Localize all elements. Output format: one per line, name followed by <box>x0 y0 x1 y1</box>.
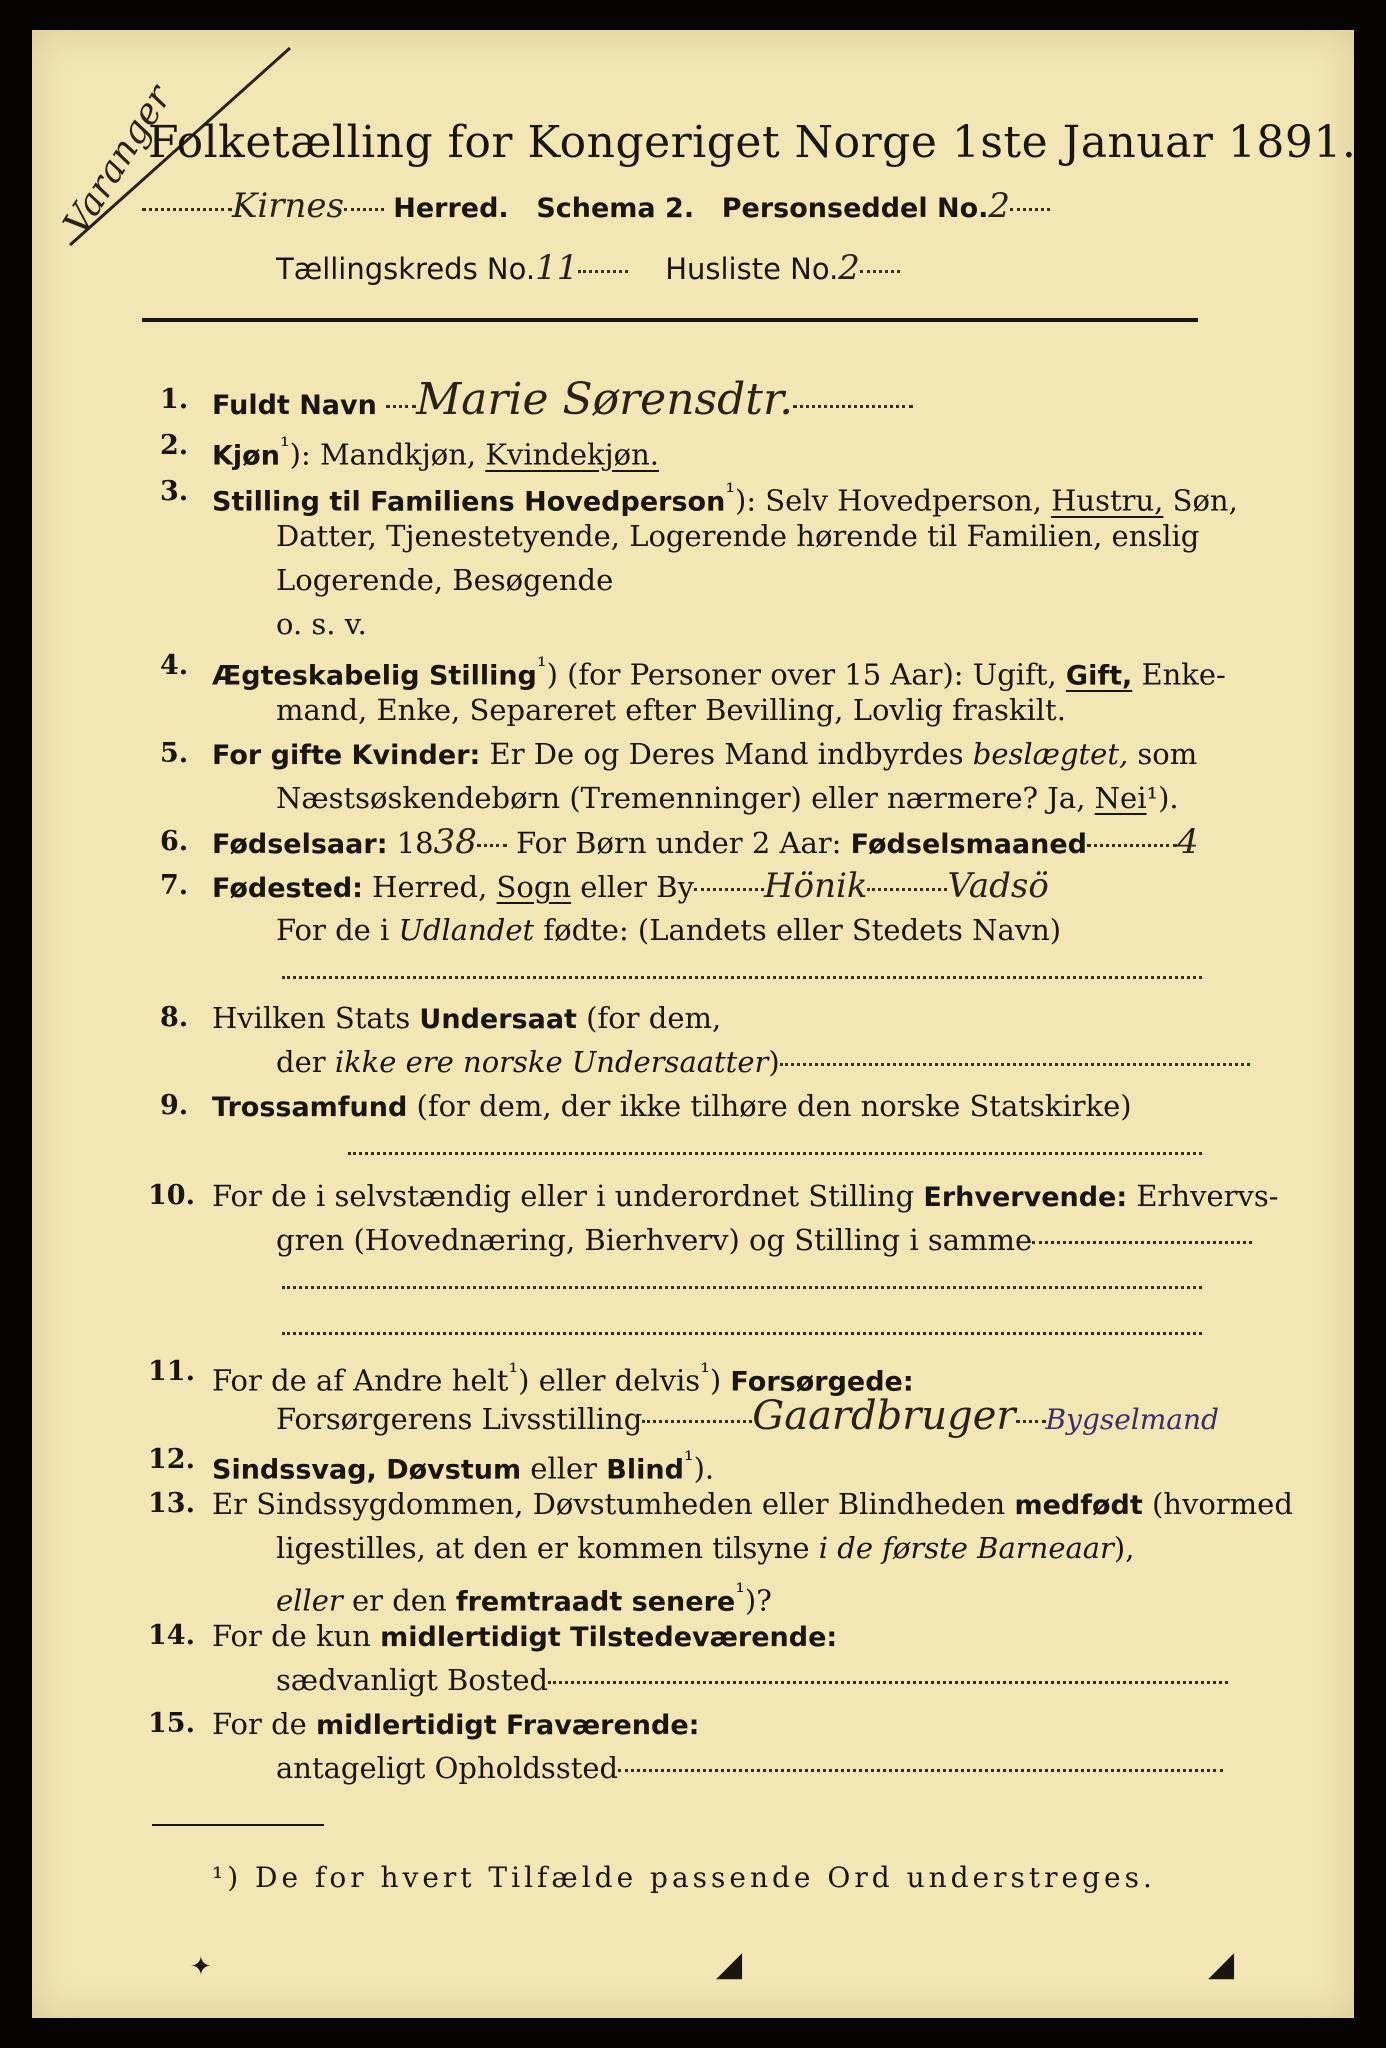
q1-line <box>212 374 913 425</box>
q13-line2 <box>276 1530 1134 1566</box>
q7-text-b: eller By <box>571 870 694 904</box>
q12-label2: Blind <box>606 1454 684 1486</box>
q10-line1 <box>212 1178 1279 1216</box>
q10-text-a: For de i selvstændig eller i underordnet Stilling <box>212 1179 924 1213</box>
q3-sup: ¹ <box>725 478 735 506</box>
q4-text-a: ) (for Personer over 15 Aar): Ugift, <box>546 657 1066 692</box>
q6-text: For Børn under 2 Aar: <box>516 826 851 860</box>
kreds-label: Tællingskreds No. <box>276 252 536 286</box>
q7-number: 7. <box>160 870 189 901</box>
q4-line2: mand, Enke, Separeret efter Bevilling, Lovlig fraskilt. <box>276 693 1066 727</box>
q9-label: Trossamfund <box>212 1092 408 1123</box>
q15-text-a: For de <box>212 1707 317 1741</box>
q14-label: midlertidigt Tilstedeværende: <box>380 1622 838 1653</box>
q4-label: Ægteskabelig Stilling <box>212 660 537 692</box>
q8-line2-it: ikke ere norske Undersaatter <box>334 1045 769 1079</box>
q2-underlined: Kvindekjøn. <box>485 437 659 472</box>
q14-line2-text: sædvanligt Bosted <box>276 1663 549 1697</box>
q6-number: 6. <box>160 826 189 857</box>
q10-line2-text: gren (Hovednæring, Bierhverv) og Stilling i samme <box>276 1223 1033 1257</box>
q13-line2-it: i de første Barneaar <box>818 1531 1114 1565</box>
personseddel-label: Personseddel No. <box>721 193 989 224</box>
q2-line <box>212 428 659 475</box>
q11-line2 <box>276 1393 1219 1439</box>
q15-line2 <box>276 1750 1223 1786</box>
q13-text-a: Er Sindssygdommen, Døvstumheden eller Blindheden <box>212 1487 1015 1521</box>
q15-line2-text: antageligt Opholdssted <box>276 1751 619 1785</box>
q10-line2 <box>276 1222 1252 1258</box>
q10-text-b: Erhvervs- <box>1127 1179 1279 1213</box>
q10-number: 10. <box>148 1180 195 1211</box>
q6-value2: 4 <box>1177 822 1199 862</box>
q6-line <box>212 824 1199 863</box>
q13-number: 13. <box>148 1488 195 1519</box>
q4-line1 <box>212 648 1226 695</box>
q5-line2-a: Næstsøskendebørn (Tremenninger) eller nærmere? Ja, <box>276 781 1095 815</box>
q11-number: 11. <box>148 1356 195 1387</box>
q12-text-a: eller <box>521 1451 607 1486</box>
q7-underlined: Sogn <box>496 870 572 904</box>
q6-year-prefix: 18 <box>387 826 434 860</box>
herred-value: Kirnes <box>232 186 344 226</box>
q12-sup: ¹ <box>683 1446 694 1474</box>
q5-text-a: Er De og Deres Mand indbyrdes <box>480 737 973 771</box>
q3-line3: Logerende, Besøgende <box>276 563 614 597</box>
q4-text-b: Enke- <box>1132 657 1226 692</box>
q3-line4: o. s. v. <box>276 607 367 641</box>
q8-line2-a: der <box>276 1045 335 1079</box>
q3-line1 <box>212 474 1238 521</box>
q11-sup2: ¹ <box>700 1358 710 1386</box>
q12-number: 12. <box>148 1444 195 1475</box>
q11-text-c: ) <box>709 1363 731 1398</box>
margin-note: Varanger <box>56 78 180 243</box>
q13-line2-a: ligestilles, at den er kommen tilsyne <box>276 1531 819 1565</box>
q5-line2-ul: Nei <box>1094 781 1147 815</box>
q11-sup1: ¹ <box>508 1358 519 1386</box>
q7-value2: Vadsö <box>947 866 1049 906</box>
q5-label: For gifte Kvinder: <box>212 740 481 771</box>
q10-label: Erhvervende: <box>923 1182 1128 1213</box>
q13-line2-b: ), <box>1113 1531 1135 1565</box>
q13-line3 <box>276 1574 772 1621</box>
print-mark-right: ◢ <box>1208 1944 1235 1984</box>
q5-line1 <box>212 736 1197 774</box>
q5-line2 <box>276 780 1179 816</box>
q14-line2 <box>276 1662 1228 1698</box>
q1-value: Marie Sørensdtr. <box>416 374 794 425</box>
q7-text-a: Herred, <box>362 870 497 904</box>
q13-text-b: (hvormed <box>1142 1487 1293 1521</box>
q10-answer-rule2 <box>282 1332 1202 1335</box>
q9-number: 9. <box>160 1090 189 1121</box>
q14-number: 14. <box>148 1620 195 1651</box>
q3-text-b: Søn, <box>1163 483 1238 518</box>
q8-line1 <box>212 1000 721 1038</box>
q6-year-value: 38 <box>433 822 477 862</box>
q8-line2 <box>276 1044 1250 1080</box>
q7-value: Hönik <box>763 866 868 906</box>
q1-number: 1. <box>160 384 189 415</box>
q11-value2: Bygselmand <box>1045 1403 1219 1436</box>
q13-line3-a: er den <box>342 1583 456 1618</box>
form-title: Folketælling for Kongeriget Norge 1ste Januar 1891. <box>148 117 1357 168</box>
q14-text-a: For de kun <box>212 1619 381 1653</box>
q14-line1 <box>212 1618 837 1656</box>
q15-label: midlertidigt Fraværende: <box>316 1710 700 1741</box>
q2-label: Kjøn <box>212 440 280 472</box>
q8-label: Undersaat <box>419 1004 577 1035</box>
herred-line <box>142 188 1050 227</box>
q11-value: Gaardbruger <box>752 1393 1016 1439</box>
print-mark-center: ◢ <box>716 1944 743 1984</box>
q2-sup: ¹ <box>279 432 290 460</box>
q7-line1 <box>212 868 1049 907</box>
q6-label2: Fødselsmaaned <box>850 829 1088 860</box>
q7-line2-it: Udlandet <box>398 913 535 947</box>
print-mark-left: ✦ <box>190 1952 212 1982</box>
q3-text-a: ): Selv Hovedperson, <box>735 483 1052 518</box>
q12-label: Sindssvag, Døvstum <box>212 1454 522 1486</box>
q13-line3-bold: fremtraadt senere <box>455 1586 736 1618</box>
q11-label: Forsørgede: <box>730 1366 914 1398</box>
q5-number: 5. <box>160 738 189 769</box>
q1-label: Fuldt Navn <box>212 390 377 421</box>
q9-line <box>212 1088 1132 1126</box>
q3-underlined: Hustru, <box>1051 483 1164 518</box>
q11-text-b: ) eller delvis <box>518 1363 701 1398</box>
schema-label: Schema 2. <box>536 193 695 224</box>
q2-number: 2. <box>160 430 189 461</box>
q8-text-b: (for dem, <box>576 1001 722 1035</box>
q5-line2-b: ¹). <box>1146 781 1179 815</box>
q3-number: 3. <box>160 476 189 507</box>
q12-text-b: ). <box>693 1451 715 1486</box>
q5-italic: beslægtet, <box>972 737 1129 771</box>
q13-line3-b: )? <box>744 1583 772 1618</box>
footnote: ¹) De for hvert Tilfælde passende Ord understreges. <box>212 1861 1156 1894</box>
q3-line2: Datter, Tjenestetyende, Logerende hørende til Familien, enslig <box>276 519 1200 553</box>
q7-line2 <box>276 912 1061 948</box>
q11-text-a: For de af Andre helt <box>212 1363 509 1398</box>
q15-line1 <box>212 1706 699 1744</box>
q7-line2-b: fødte: (Landets eller Stedets Navn) <box>534 913 1062 947</box>
q5-text-b: som <box>1128 737 1198 771</box>
q13-line3-it: eller <box>276 1583 343 1618</box>
herred-label: Herred. <box>393 193 509 224</box>
personseddel-value: 2 <box>988 186 1011 226</box>
q6-label: Fødselsaar: <box>212 829 388 860</box>
q3-label: Stilling til Familiens Hovedperson <box>212 486 726 518</box>
q2-text: ): Mandkjøn, <box>289 437 486 472</box>
q4-sup: ¹ <box>536 652 547 680</box>
q13-line1 <box>212 1486 1293 1524</box>
q7-label: Fødested: <box>212 873 363 904</box>
q10-answer-rule1 <box>282 1286 1202 1289</box>
husliste-value: 2 <box>838 248 860 288</box>
q8-number: 8. <box>160 1002 189 1033</box>
q12-line <box>212 1442 714 1489</box>
q4-underlined: Gift, <box>1065 660 1133 692</box>
kreds-value: 11 <box>535 248 579 288</box>
q8-text-a: Hvilken Stats <box>212 1001 420 1035</box>
q13-sup: ¹ <box>735 1578 745 1606</box>
q8-line2-b: ) <box>768 1045 780 1079</box>
q15-number: 15. <box>148 1708 195 1739</box>
q11-line2-text: Forsørgerens Livsstilling <box>276 1402 643 1436</box>
q9-answer-rule <box>348 1152 1202 1155</box>
q4-number: 4. <box>160 650 189 681</box>
q13-label: medfødt <box>1014 1490 1143 1521</box>
husliste-label: Husliste No. <box>665 252 839 286</box>
kreds-line <box>276 250 900 287</box>
q9-text: (for dem, der ikke tilhøre den norske Statskirke) <box>407 1089 1132 1123</box>
footnote-rule <box>152 1824 324 1826</box>
q7-line2-a: For de i <box>276 913 399 947</box>
header-rule <box>142 318 1198 322</box>
q7-answer-rule <box>282 976 1202 979</box>
